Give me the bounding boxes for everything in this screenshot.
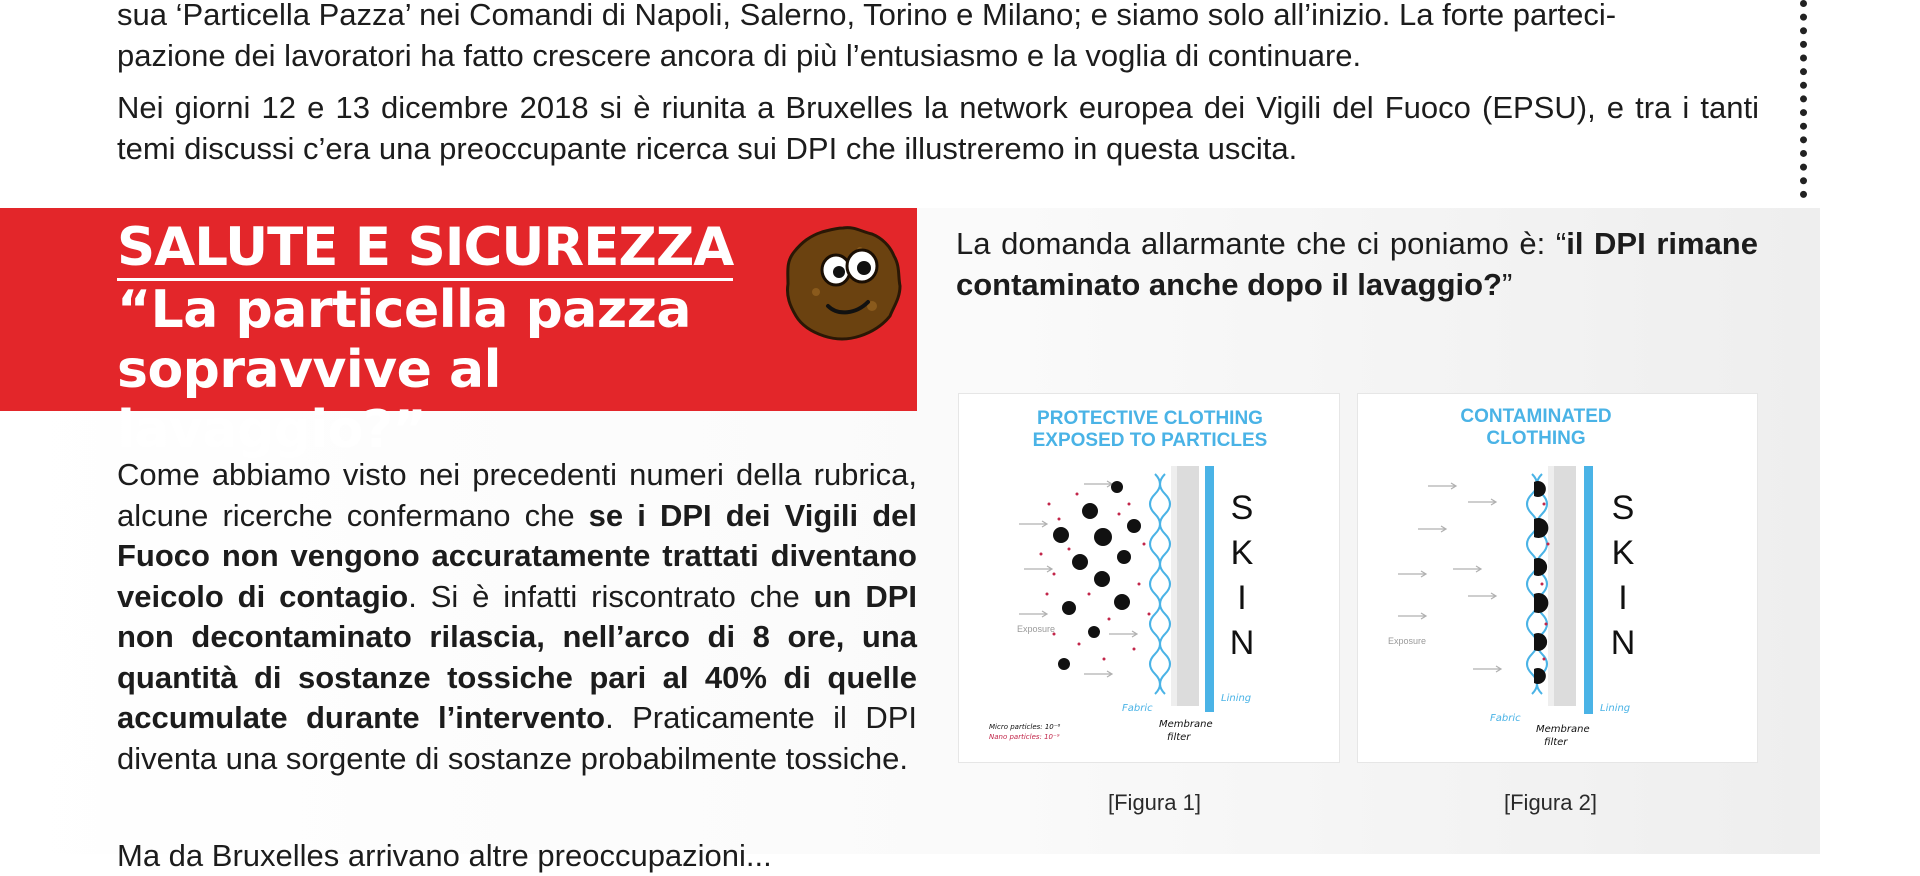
figure-2-exposure-label: Exposure — [1388, 636, 1427, 646]
figure-2-skin-n: N — [1610, 624, 1636, 662]
figure-2-lining-label: Lining — [1600, 703, 1631, 714]
intro-paragraph-1 — [117, 0, 1759, 76]
figure-2-diagram — [1358, 394, 1759, 764]
figure-1-membrane-label: Membrane — [1159, 719, 1213, 730]
section-title — [117, 280, 817, 460]
figure-1-title-1: PROTECTIVE CLOTHING — [1037, 408, 1263, 429]
article-next-paragraph: Ma da Bruxelles arrivano altre preoccupazioni... — [117, 838, 772, 873]
figure-1-skin-n: N — [1229, 624, 1255, 662]
figure-2-title-1: CONTAMINATED — [1460, 406, 1612, 427]
section-title-line-1: “La particella pazza — [117, 280, 692, 340]
intro-paragraph-2: Nei giorni 12 e 13 dicembre 2018 si è riunita a Bruxelles la network europea dei Vigili del Fuoco (EPSU), e tra i tanti temi discussi c’era una preoccupante ricerca sui DPI che illustreremo in questa uscita. — [117, 90, 1759, 166]
figure-1-fabric-label: Fabric — [1122, 703, 1153, 714]
figure-1-skin-s: S — [1230, 489, 1254, 527]
figure-1-skin-i: I — [1237, 579, 1247, 617]
figure-1-legend-nano: Nano particles: 10⁻⁹ — [989, 733, 1060, 741]
figure-2 — [1357, 393, 1758, 763]
figure-2-membrane-label: Membrane — [1536, 724, 1590, 735]
figure-1-filter-label: filter — [1167, 732, 1191, 743]
figure-1-caption: [Figura 1] — [1108, 790, 1201, 815]
figure-2-title-2: CLOTHING — [1486, 428, 1586, 449]
article-text-d-bold: un DPI non decontaminato rilascia, nell’arco di 8 ore, una quantità di sostanze tossiche pari al 40% di quelle accumulate durante l’intervento — [117, 578, 917, 735]
intro-line-1: sua ‘Particella Pazza’ nei Comandi di Napoli, Salerno, Torino e Milano; e siamo solo all’inizio. La forte parteci- — [117, 0, 1617, 32]
question-lead: La domanda allarmante che ci poniamo è: “ — [956, 226, 1567, 261]
figure-2-skin-s: S — [1611, 489, 1635, 527]
section-kicker: SALUTE E SICUREZZA — [117, 218, 733, 281]
figure-1-legend-micro: Micro particles: 10⁻⁶ — [989, 723, 1061, 731]
article-text-a: Come abbiamo visto nei precedenti numeri della rubrica, alcune ricerche confermano che — [117, 457, 917, 533]
section-title-line-2: sopravvive al lavaggio?” — [117, 340, 501, 460]
figure-2-caption: [Figura 2] — [1504, 790, 1597, 815]
intro-line-2: pazione dei lavoratori ha fatto crescere ancora di più l’entusiasmo e la voglia di continuare. — [117, 38, 1362, 73]
particle-mascot-icon — [782, 222, 904, 344]
figure-1 — [958, 393, 1340, 763]
article-text-b-bold: se i DPI dei Vigili del Fuoco non vengono accuratamente trattati diventano veicolo di contagio — [117, 497, 917, 614]
article-text-c: . Si è infatti riscontrato che — [408, 578, 814, 614]
figure-1-diagram — [959, 394, 1341, 764]
question-text — [956, 224, 1758, 305]
figure-1-skin-k: K — [1230, 534, 1254, 572]
question-tail: ” — [1502, 266, 1513, 302]
article-text-e: . Praticamente il DPI diventa una sorgente di sostanze probabilmente tossiche. — [117, 700, 918, 776]
figure-1-lining-label: Lining — [1221, 693, 1252, 704]
figure-1-title-2: EXPOSED TO PARTICLES — [1032, 430, 1268, 451]
figure-2-fabric-label: Fabric — [1490, 713, 1521, 724]
figure-2-filter-label: filter — [1544, 737, 1568, 748]
figure-2-skin-k: K — [1611, 534, 1635, 572]
question-bold: il DPI rimane contaminato anche dopo il lavaggio? — [956, 226, 1758, 302]
dotted-divider — [1800, 0, 1807, 198]
article-paragraph — [117, 455, 917, 779]
figure-1-exposure-label: Exposure — [1017, 624, 1056, 634]
figure-2-skin-i: I — [1618, 579, 1628, 617]
